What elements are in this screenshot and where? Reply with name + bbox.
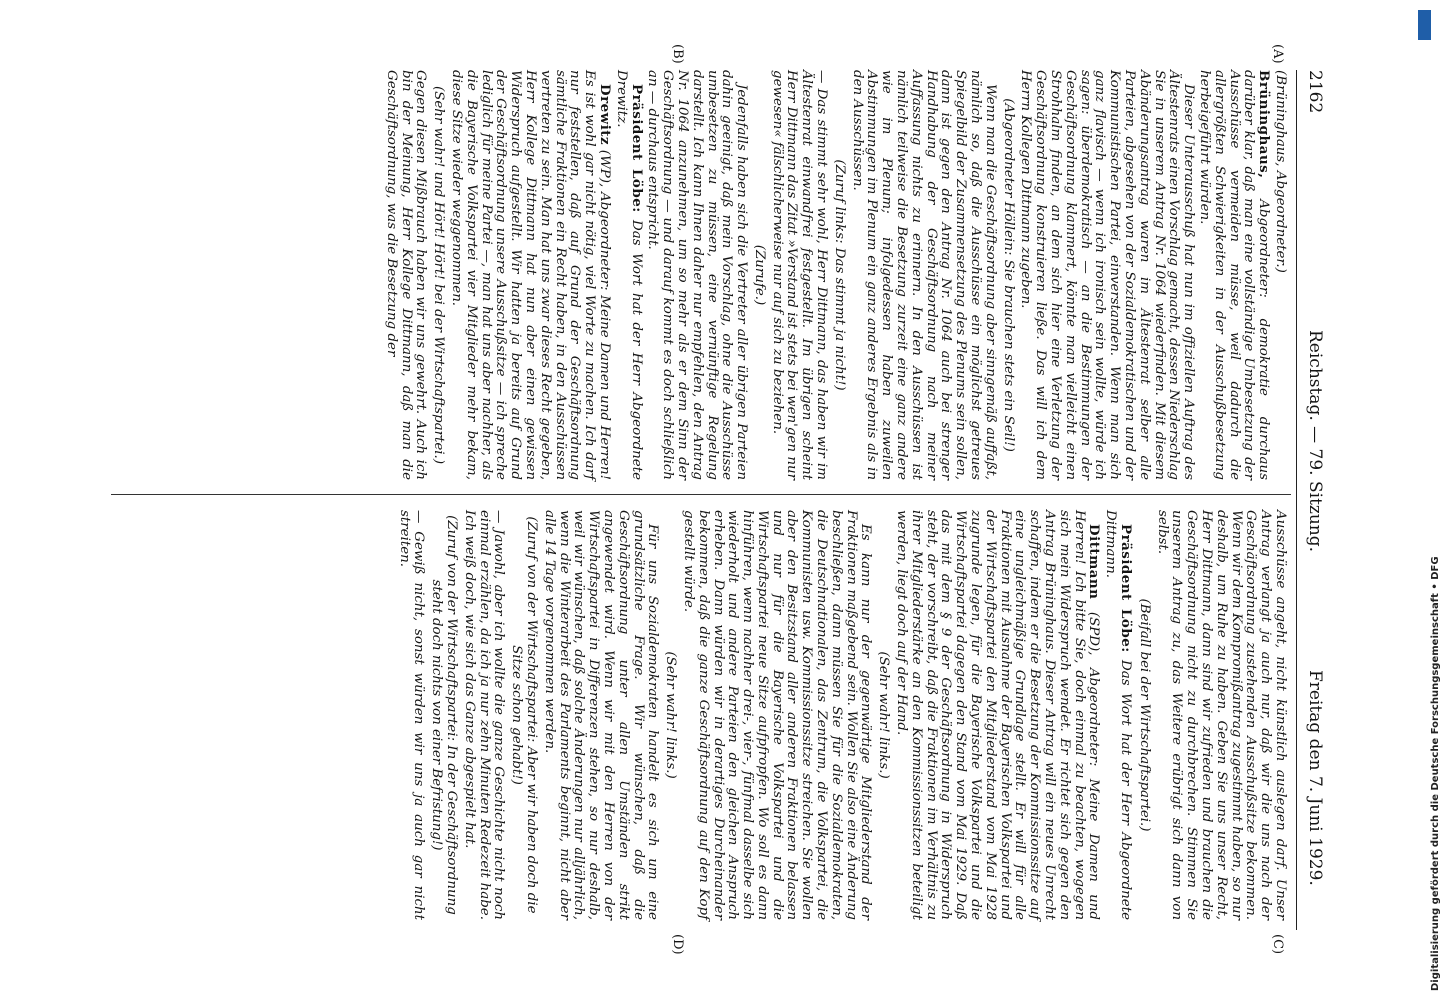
left-paragraph <box>1018 70 1196 480</box>
paragraph-text: (Zuruf von der Wirtschaftspartei: Aber wir haben doch die Sitze schon gehabt!) <box>509 516 539 914</box>
right-paragraph <box>893 510 1101 920</box>
paragraph-text: Ausschüsse angeht, nicht künstlich auslegen darf. Unser Antrag verlangt ja auch nur, daß wir die uns nach der Geschäftsordnung zustehenden Ausschußsitze bekommen. Wenn wir dem Kompromißantrag zugestimmt haben, so nur deshalb, um Ruhe zu haben. Geben Sie uns unser Recht, Herr Dittmann, dann sind wir zufrieden und brauchen die Geschäftsordnung nicht zu durchbrechen. Stimmen Sie unserem Antrag zu, das Weitere erübrigt sich dann von selbst. <box>1154 510 1288 920</box>
paragraph-text: Es kann nur der gegenwärtige Mitgliederstand der Fraktionen maßgebend sein. Wollen Sie also eine Änderung beschließen, dann müssen Sie für die Sozialdemokraten, die Deutschnationalen, das Zentrum, die Volkspartei, die Kommunisten usw. Kommissionssitze streichen. Sie wollen aber den Besitzstand aller anderen Fraktionen belassen und nur für die Bayerische Volkspartei und die Wirtschaftspartei neue Sitze aufpfropfen. Wo soll es dann hinführen, wenn nachher drei-, vier-, fünfmal dasselbe sich wiederholt und andere Parteien den gleichen Anspruch erheben. Dann würden wir in derartiges Durcheinander bekommen, daß die ganze Geschäftsordnung auf den Kopf gestellt würde. <box>680 510 874 920</box>
text-column-right <box>395 510 1287 920</box>
dfg-logo-icon <box>1418 10 1431 40</box>
dfg-credit-strip <box>1418 6 1441 996</box>
paragraph-text: (Sehr wahr! links.) <box>663 651 679 779</box>
paragraph-text: Abgeordneter: demokratie durchaus darüber klar, daß man eine vollständige Umbesetzung der Ausschüsse vermeiden müsse, weil dadurch die allergrößten Schwierigkeiten in der Ausschußbesetzung herbeigeführt würden. <box>1197 70 1272 480</box>
right-paragraph <box>1154 510 1287 920</box>
left-paragraph <box>448 70 612 480</box>
right-paragraph <box>680 510 872 920</box>
paragraph-text: (SPD), Abgeordneter: Meine Damen und Herren! Ich bitte Sie, doch einmal zu beachten, wogegen sich mein Widerspruch wendet. Er richtet sich gegen den Antrag Brüninghaus. Dieser Antrag will ein neues Unrecht schaffen, indem er die Besetzung der Kommissionssitze auf eine ungleichmäßige Grundlage stellt. Er will für alle Fraktionen mit Ausnahme der Bayerischen Volkspartei und der Wirtschaftspartei den Mitgliederstand vom Mai 1928 zugrunde legen, für die Bayerische Volkspartei und die Wirtschaftspartei dagegen den Stand vom Mai 1929. Daß das mit dem § 9 der Geschäftsordnung in Widerspruch steht, der vorschreibt, daß die Fraktionen im Verhältnis zu ihrer Mitgliederstärke an den Kommissionssitzen beteiligt werden, liegt doch auf der Hand. <box>894 510 1102 920</box>
margin-marker-b: (B) <box>670 44 685 64</box>
paragraph-text: Gegen diesen Mißbrauch haben wir uns gewehrt. Auch ich bin der Meinung, Herr Kollege Dittmann, daß man die Geschäftsordnung, was die Besetzung der <box>383 70 429 480</box>
paragraph-text: Dieser Unterausschuß hat nun im offiziellen Auftrag des Ältestenrats einen Vorschlag gemacht, dessen Niederschlag Sie in unserem Antrag Nr. 1064 wiederfinden. Mit diesem Abänderungsantrag waren im Ältestenrat selber alle Parteien, abgesehen von der Sozialdemokratischen und der Kommunistischen Partei, einverstanden. Wenn man sich ganz flavisch — wenn ich ironisch sein wollte, würde ich sagen: überdemokratisch — an die Bestimmungen der Geschäftsordnung klammert, könnte man vielleicht einen Strohhalm finden, an dem sich hier eine Verletzung der Geschäftsordnung konstruieren ließe. Das will ich dem Herrn Kollegen Dittmann zugeben. <box>1018 70 1197 480</box>
header-rule <box>1296 70 1297 930</box>
margin-marker-a: (A) <box>1270 44 1285 64</box>
margin-marker-d: (D) <box>670 934 685 955</box>
left-paragraph <box>1196 70 1271 480</box>
left-page-title: Reichstag. — 79. Sitzung. <box>1305 330 1325 553</box>
running-header <box>1299 70 1325 930</box>
speaker-name: Drewitz <box>596 84 613 146</box>
left-paragraph <box>1272 70 1287 480</box>
speaker-name: Präsident Löbe: <box>628 84 645 213</box>
speaker-name: Dittmann <box>1086 524 1103 600</box>
left-paragraph <box>769 70 828 480</box>
paragraph-text: (Zuruf links: Das stimmt ja nicht!) <box>831 159 847 391</box>
paragraph-text: Jedenfalls haben sich die Vertreter aller übrigen Parteien dahin geeinigt, daß mein Vorschlag, ohne die Ausschüsse umbesetzen zu müssen, eine vernünftige Regelung darstellt. Ich kann Ihnen daher nur empfehlen, den Antrag Nr. 1064 anzunehmen, um so mehr als er dem Sinn der Geschäftsordnung — und darauf kommt es doch schließlich an — durchaus entspricht. <box>645 70 750 480</box>
right-paragraph <box>1102 510 1133 920</box>
paragraph-text: (Brüninghaus, Abgeordneter.) <box>1273 70 1288 273</box>
left-interjection <box>831 70 846 480</box>
dfg-credit-text: Digitalisierung gefördert durch die Deutsche Forschungsgemeinschaft • DFG <box>1430 556 1441 991</box>
paragraph-text: (WP), Abgeordneter: Meine Damen und Herren! Es ist wohl gar nicht nötig, viel Worte zu machen. Ich darf nur feststellen, daß auf Grund der Geschäftsordnung sämtliche Fraktionen ein Recht haben, in den Ausschüssen vertreten zu sein. Man hat uns zwar dieses Recht gegeben, Herr Kollege Dittmann hat nun aber einen gewissen Widerspruch aufgestellt. Wir hatten ja bereits auf Grund der Geschäftsordnung unsere Ausschußsitze — ich spreche lediglich für meine Partei —, man hat uns aber nachher, als die Bayerische Volkspartei vier Mitglieder mehr bekam, diese Sitze wieder weggenommen. <box>448 70 612 480</box>
speaker-name: Brüninghaus, <box>1256 70 1273 179</box>
left-paragraph <box>645 70 749 480</box>
paragraph-text: (Abgeordneter Höllein: Sie brauchen stets ein Seil!) <box>1000 98 1016 452</box>
left-paragraph <box>613 70 644 480</box>
paragraph-text: Das Wort hat der Herr Abgeordnete Drewitz. <box>613 70 644 480</box>
rotated-page-content <box>105 44 1325 955</box>
paragraph-text: — Jawohl, aber ich wollte die ganze Geschichte nicht noch einmal erzählen, da ich ja nur zehn Minuten Redezeit habe. Ich weiß doch, wie sich das Ganze abgespielt hat. <box>461 510 507 920</box>
right-interjection <box>662 510 677 920</box>
right-interjection <box>508 510 538 920</box>
left-interjection <box>1000 70 1015 480</box>
paragraph-text: (Beifall bei der Wirtschaftspartei.) <box>1136 598 1152 832</box>
margin-marker-c: (C) <box>1270 934 1285 955</box>
left-interjection <box>430 70 445 480</box>
paragraph-text: — Das stimmt sehr wohl, Herr Dittmann, das haben wir im Ältestenrat einwandfrei festgestellt. Im übrigen scheint Herr Dittmann das Zitat »Verstand ist stets bei wen'gen nur gewesen« fälschlicherweise nur auf sich zu beziehen. <box>769 70 830 480</box>
page-number: 2162 <box>1305 70 1325 114</box>
right-paragraph <box>541 510 659 920</box>
column-divider <box>111 494 1291 495</box>
paragraph-text: Wenn man die Geschäftsordnung aber sinngemäß auffaßt, nämlich so, daß die Ausschüsse ein möglichst getreues Spiegelbild der Zusammensetzung des Plenums sein sollen, dann ist gegen den Antrag Nr. 1064 auch bei strenger Handhabung der Geschäftsordnung nach meiner Auffassung nichts zu erinnern. In den Ausschüssen ist nämlich teilweise die Besetzung zurzeit eine ganz andere wie im Plenum; infolgedessen haben zuweilen Abstimmungen im Plenum ein ganz anderes Ergebnis als in den Ausschüssen. <box>849 70 998 480</box>
paragraph-text: (Zuruf von der Wirtschaftspartei: In der Geschäftsordnung steht doch nichts von einer Befristung!) <box>429 515 459 915</box>
right-interjection <box>875 510 890 920</box>
left-paragraph <box>849 70 997 480</box>
left-paragraph <box>383 70 427 480</box>
speaker-name: Präsident Löbe: <box>1118 524 1135 653</box>
right-paragraph <box>461 510 505 920</box>
right-interjection <box>1136 510 1151 920</box>
right-page-title: Freitag den 7. Juni 1929. <box>1305 670 1325 886</box>
right-paragraph <box>396 510 426 920</box>
paragraph-text: Das Wort hat der Herr Abgeordnete Dittmann. <box>1103 510 1134 920</box>
paragraph-text: Für uns Sozialdemokraten handelt es sich um eine grundsätzliche Frage. Wir wünschen, daß die Geschäftsordnung unter allen Umständen strikt angewendet wird. Wenn wir mit den Herren von der Wirtschaftspartei in Differenzen stehen, so nur deshalb, weil wir wünschen, daß solche Änderungen nur alljährlich, wenn die Winterarbeit des Parlaments beginnt, nicht aber alle 14 Tage vorgenommen werden. <box>541 510 661 920</box>
paragraph-text: (Sehr wahr! und Hört! Hört! bei der Wirtschaftspartei.) <box>431 85 447 465</box>
text-column-left <box>382 70 1287 480</box>
left-interjection <box>751 70 766 480</box>
paragraph-text: (Sehr wahr! links.) <box>876 651 892 779</box>
right-interjection <box>428 510 458 920</box>
paragraph-text: — Gewiß nicht, sonst würden wir uns ja auch gar nicht streiten. <box>396 510 427 920</box>
paragraph-text: (Zurufe.) <box>751 244 767 306</box>
